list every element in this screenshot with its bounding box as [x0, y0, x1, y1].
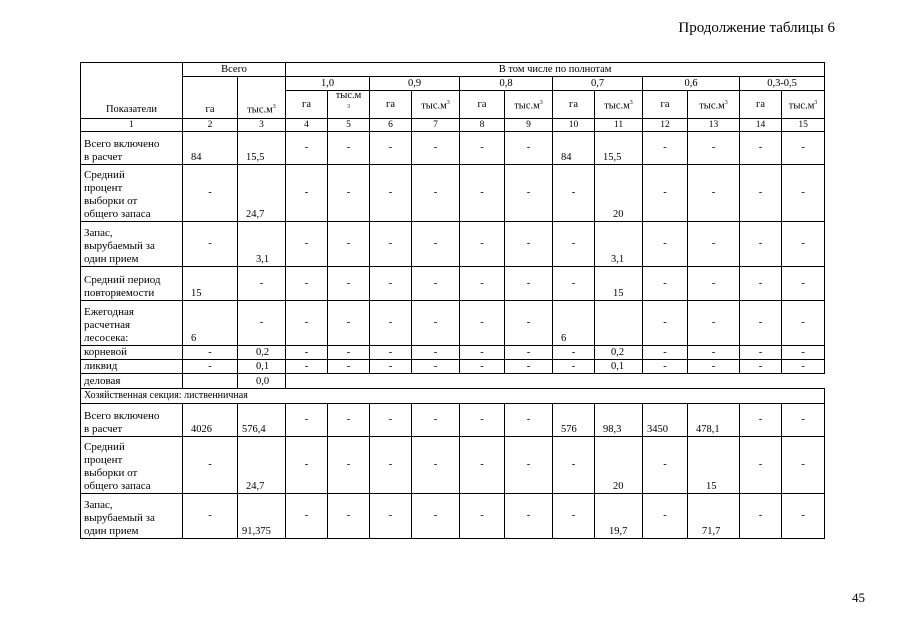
value-cell: 3450: [643, 404, 688, 437]
header-ha: га: [460, 91, 505, 119]
dash-cell: -: [505, 437, 553, 494]
dash-cell: -: [688, 360, 740, 374]
dash-cell: -: [370, 437, 412, 494]
dash-cell: -: [643, 437, 688, 494]
value-cell: 15: [688, 437, 740, 494]
dash-cell: -: [688, 132, 740, 165]
dash-cell: -: [643, 132, 688, 165]
value-cell: 15: [595, 267, 643, 301]
table-row: [81, 404, 825, 437]
dash-cell: -: [370, 301, 412, 346]
section-row: [81, 389, 825, 404]
dash-cell: -: [740, 346, 782, 360]
dash-cell: -: [328, 404, 370, 437]
dash-cell: -: [688, 222, 740, 267]
value-cell: 24,7: [238, 165, 286, 222]
table-row: [81, 301, 825, 346]
value-cell: 15,5: [595, 132, 643, 165]
dash-cell: -: [286, 267, 328, 301]
table-row: [81, 346, 825, 360]
dash-cell: -: [553, 360, 595, 374]
value-cell: 98,3: [595, 404, 643, 437]
header-vol: тыс.м 3: [328, 91, 370, 119]
dash-cell: -: [505, 132, 553, 165]
dash-cell: -: [412, 222, 460, 267]
row-label: Средний процент выборки от общего запаса: [81, 437, 183, 494]
dash-cell: -: [183, 222, 238, 267]
dash-cell: -: [328, 222, 370, 267]
value-cell: 15: [183, 267, 238, 301]
dash-cell: -: [328, 267, 370, 301]
col-number: 1: [81, 119, 183, 132]
dash-cell: -: [643, 494, 688, 539]
dash-cell: -: [286, 494, 328, 539]
dash-cell: -: [183, 346, 238, 360]
dash-cell: -: [460, 222, 505, 267]
value-cell: 4026: [183, 404, 238, 437]
table-caption: Продолжение таблицы 6: [678, 20, 835, 36]
dash-cell: -: [643, 267, 688, 301]
dash-cell: -: [782, 132, 825, 165]
header-indicators: Показатели: [81, 63, 183, 119]
dash-cell: -: [460, 346, 505, 360]
dash-cell: -: [782, 165, 825, 222]
header-ha: га: [553, 91, 595, 119]
dash-cell: -: [688, 346, 740, 360]
dash-cell: -: [553, 222, 595, 267]
dash-cell: -: [643, 301, 688, 346]
dash-cell: -: [370, 360, 412, 374]
dash-cell: -: [183, 494, 238, 539]
dash-cell: -: [412, 267, 460, 301]
value-cell: 20: [595, 165, 643, 222]
row-label: Запас, вырубаемый за один прием: [81, 222, 183, 267]
col-number: 9: [505, 119, 553, 132]
dash-cell: -: [286, 360, 328, 374]
value-cell: 84: [553, 132, 595, 165]
table-row: [81, 437, 825, 494]
dash-cell: -: [505, 222, 553, 267]
header-density-0-7: 0,7: [553, 77, 643, 91]
dash-cell: -: [688, 301, 740, 346]
row-label: Средний период повторяемости: [81, 267, 183, 301]
dash-cell: -: [328, 494, 370, 539]
header-ha: га: [740, 91, 782, 119]
dash-cell: -: [370, 132, 412, 165]
dash-cell: -: [183, 165, 238, 222]
dash-cell: -: [553, 267, 595, 301]
dash-cell: -: [412, 437, 460, 494]
dash-cell: -: [183, 437, 238, 494]
dash-cell: -: [412, 404, 460, 437]
page-number: 45: [852, 590, 865, 605]
col-number: 6: [370, 119, 412, 132]
dash-cell: -: [286, 301, 328, 346]
dash-cell: -: [460, 404, 505, 437]
col-number: 3: [238, 119, 286, 132]
value-cell: 19,7: [595, 494, 643, 539]
header-ha: га: [370, 91, 412, 119]
value-cell: 24,7: [238, 437, 286, 494]
dash-cell: -: [553, 346, 595, 360]
table-row: [81, 360, 825, 374]
col-number: 11: [595, 119, 643, 132]
header-total: Всего: [183, 63, 286, 77]
dash-cell: -: [505, 360, 553, 374]
col-number: 8: [460, 119, 505, 132]
dash-cell: -: [505, 165, 553, 222]
dash-cell: -: [238, 301, 286, 346]
table-row: [81, 374, 825, 389]
dash-cell: -: [740, 301, 782, 346]
value-cell: 6: [183, 301, 238, 346]
dash-cell: -: [553, 494, 595, 539]
dash-cell: -: [286, 346, 328, 360]
value-cell: 0,1: [595, 360, 643, 374]
dash-cell: -: [782, 267, 825, 301]
col-number: 4: [286, 119, 328, 132]
row-label: ликвид: [81, 360, 183, 374]
dash-cell: -: [643, 165, 688, 222]
dash-cell: -: [286, 222, 328, 267]
dash-cell: -: [460, 437, 505, 494]
header-by-density: В том числе по полнотам: [286, 63, 825, 77]
dash-cell: -: [688, 267, 740, 301]
dash-cell: -: [643, 222, 688, 267]
header-density-1-0: 1,0: [286, 77, 370, 91]
table-row: [81, 494, 825, 539]
table-row: [81, 165, 825, 222]
header-total-ha: га: [183, 77, 238, 119]
dash-cell: -: [328, 301, 370, 346]
dash-cell: -: [328, 437, 370, 494]
dash-cell: -: [740, 222, 782, 267]
dash-cell: -: [460, 360, 505, 374]
header-density-0-3-0-5: 0,3-0,5: [740, 77, 825, 91]
dash-cell: -: [412, 132, 460, 165]
row-label: Всего включено в расчет: [81, 404, 183, 437]
value-cell: [595, 301, 643, 346]
row-label: Запас, вырубаемый за один прием: [81, 494, 183, 539]
dash-cell: -: [740, 165, 782, 222]
dash-cell: -: [782, 222, 825, 267]
dash-cell: -: [286, 132, 328, 165]
dash-cell: -: [183, 360, 238, 374]
header-vol: $тыс.м^3$: [782, 91, 825, 119]
header-density-0-6: 0,6: [643, 77, 740, 91]
dash-cell: -: [782, 437, 825, 494]
dash-cell: -: [740, 437, 782, 494]
value-cell: 478,1: [688, 404, 740, 437]
dash-cell: -: [412, 346, 460, 360]
header-vol: $тыс.м^3$: [505, 91, 553, 119]
col-number: 15: [782, 119, 825, 132]
value-cell: 576,4: [238, 404, 286, 437]
dash-cell: -: [505, 267, 553, 301]
dash-cell: -: [286, 165, 328, 222]
value-cell: 0,0: [238, 374, 286, 389]
dash-cell: -: [460, 132, 505, 165]
row-label: Ежегодная расчетная лесосека:: [81, 301, 183, 346]
value-cell: 0,1: [238, 360, 286, 374]
dash-cell: -: [505, 404, 553, 437]
value-cell: 6: [553, 301, 595, 346]
dash-cell: -: [412, 165, 460, 222]
section-title: Хозяйственная секция: лиственничная: [81, 389, 825, 404]
table-row: [81, 267, 825, 301]
value-cell: 3,1: [595, 222, 643, 267]
dash-cell: -: [505, 494, 553, 539]
value-cell: 576: [553, 404, 595, 437]
col-number: 5: [328, 119, 370, 132]
value-cell: 91,375: [238, 494, 286, 539]
dash-cell: -: [782, 404, 825, 437]
value-cell: 0,2: [238, 346, 286, 360]
dash-cell: -: [328, 360, 370, 374]
dash-cell: -: [370, 404, 412, 437]
dash-cell: -: [553, 437, 595, 494]
dash-cell: -: [740, 360, 782, 374]
table-row: [81, 132, 825, 165]
col-number: 10: [553, 119, 595, 132]
dash-cell: -: [328, 165, 370, 222]
dash-cell: -: [370, 267, 412, 301]
dash-cell: -: [688, 165, 740, 222]
dash-cell: -: [460, 494, 505, 539]
header-ha: га: [643, 91, 688, 119]
dash-cell: -: [505, 301, 553, 346]
col-number: 7: [412, 119, 460, 132]
dash-cell: -: [643, 360, 688, 374]
dash-cell: -: [370, 165, 412, 222]
row-label: Всего включено в расчет: [81, 132, 183, 165]
dash-cell: -: [782, 346, 825, 360]
col-number: 13: [688, 119, 740, 132]
header-ha: га: [286, 91, 328, 119]
header-density-0-8: 0,8: [460, 77, 553, 91]
dash-cell: -: [412, 360, 460, 374]
header-density-0-9: 0,9: [370, 77, 460, 91]
header-vol: $тыс.м^3$: [412, 91, 460, 119]
blank-cell: [286, 374, 825, 389]
dash-cell: -: [740, 404, 782, 437]
dash-cell: -: [328, 346, 370, 360]
header-total-vol: $тыс.м^3$: [238, 77, 286, 119]
dash-cell: -: [370, 346, 412, 360]
dash-cell: -: [643, 346, 688, 360]
value-cell: 71,7: [688, 494, 740, 539]
dash-cell: -: [286, 404, 328, 437]
header-vol: $тыс.м^3$: [595, 91, 643, 119]
dash-cell: -: [505, 346, 553, 360]
dash-cell: -: [740, 132, 782, 165]
value-cell: 3,1: [238, 222, 286, 267]
dash-cell: -: [328, 132, 370, 165]
forest-table: [80, 62, 825, 539]
dash-cell: -: [370, 494, 412, 539]
row-label: Средний процент выборки от общего запаса: [81, 165, 183, 222]
table-row: [81, 222, 825, 267]
dash-cell: -: [553, 165, 595, 222]
value-cell: [183, 374, 238, 389]
dash-cell: -: [782, 494, 825, 539]
dash-cell: -: [370, 222, 412, 267]
value-cell: 84: [183, 132, 238, 165]
row-label: деловая: [81, 374, 183, 389]
value-cell: 0,2: [595, 346, 643, 360]
dash-cell: -: [460, 267, 505, 301]
dash-cell: -: [460, 301, 505, 346]
value-cell: 15,5: [238, 132, 286, 165]
value-cell: 20: [595, 437, 643, 494]
col-number: 14: [740, 119, 782, 132]
header-vol: $тыс.м^3$: [688, 91, 740, 119]
dash-cell: -: [740, 267, 782, 301]
dash-cell: -: [412, 494, 460, 539]
dash-cell: -: [460, 165, 505, 222]
row-label: корневой: [81, 346, 183, 360]
dash-cell: -: [782, 301, 825, 346]
dash-cell: -: [740, 494, 782, 539]
dash-cell: -: [238, 267, 286, 301]
dash-cell: -: [782, 360, 825, 374]
col-number: 2: [183, 119, 238, 132]
col-number: 12: [643, 119, 688, 132]
dash-cell: -: [412, 301, 460, 346]
dash-cell: -: [286, 437, 328, 494]
